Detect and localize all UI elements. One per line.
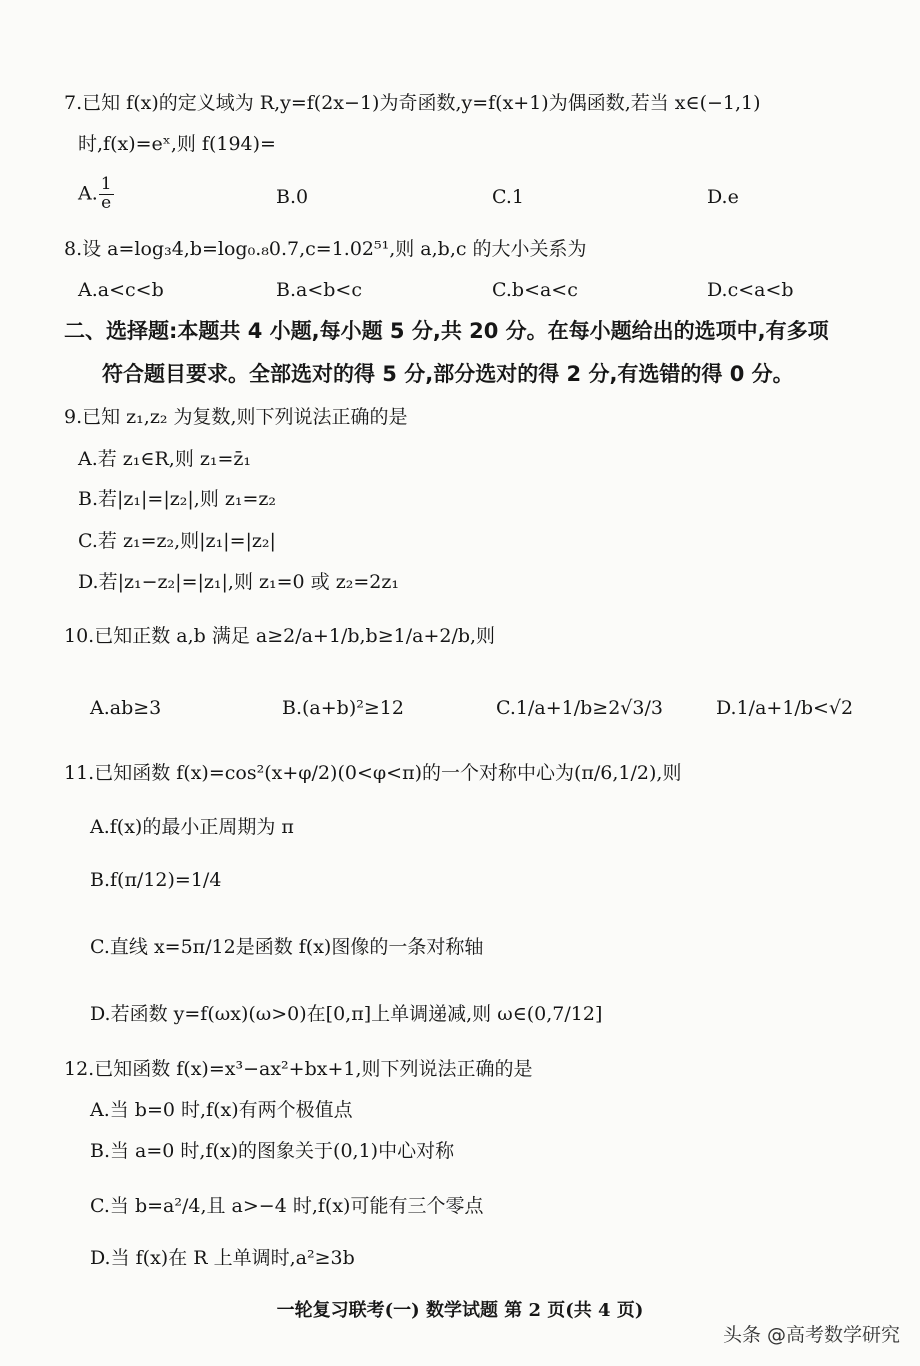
q7-option-b: B.0 <box>276 186 309 208</box>
section2-line2: 符合题目要求。全部选对的得 5 分,部分选对的得 2 分,有选错的得 0 分。 <box>102 362 794 386</box>
q7-option-d: D.e <box>707 186 739 208</box>
q7-option-c: C.1 <box>492 186 524 208</box>
q11-option-d: D.若函数 y=f(ωx)(ω>0)在[0,π]上单调递减,则 ω∈(0,7/12] <box>90 1003 603 1025</box>
q12-option-d: D.当 f(x)在 R 上单调时,a²≥3b <box>90 1247 355 1269</box>
q7-line1: 7.已知 f(x)的定义域为 R,y=f(2x−1)为奇函数,y=f(x+1)为偶函数,若当 x∈(−1,1) <box>64 92 761 114</box>
q11-option-b: B.f(π/12)=1/4 <box>90 869 222 891</box>
q10-option-b: B.(a+b)²≥12 <box>282 697 404 719</box>
q11-option-a: A.f(x)的最小正周期为 π <box>90 816 294 838</box>
q8-option-d: D.c<a<b <box>707 279 794 301</box>
q12-option-a: A.当 b=0 时,f(x)有两个极值点 <box>90 1099 353 1121</box>
q10-option-d: D.1/a+1/b<√2 <box>716 697 854 719</box>
watermark: 头条 @高考数学研究 <box>722 1324 900 1346</box>
q12-option-b: B.当 a=0 时,f(x)的图象关于(0,1)中心对称 <box>90 1140 455 1162</box>
q8-option-a: A.a<c<b <box>78 279 164 301</box>
q9-option-d: D.若|z₁−z₂|=|z₁|,则 z₁=0 或 z₂=2z₁ <box>78 571 399 593</box>
q7-line2: 时,f(x)=eˣ,则 f(194)= <box>78 133 276 155</box>
q10-option-c: C.1/a+1/b≥2√3/3 <box>496 697 663 719</box>
q7-option-a: A. $\frac{1}{e}$ <box>78 174 112 213</box>
q8-option-b: B.a<b<c <box>276 279 362 301</box>
q12-stem: 12.已知函数 f(x)=x³−ax²+bx+1,则下列说法正确的是 <box>64 1058 533 1080</box>
q12-option-c: C.当 b=a²/4,且 a>−4 时,f(x)可能有三个零点 <box>90 1195 484 1217</box>
q9-option-c: C.若 z₁=z₂,则|z₁|=|z₂| <box>78 530 276 552</box>
section2-line1: 二、选择题:本题共 4 小题,每小题 5 分,共 20 分。在每小题给出的选项中,有多项 <box>64 319 829 343</box>
q9-stem: 9.已知 z₁,z₂ 为复数,则下列说法正确的是 <box>64 406 408 428</box>
q9-option-b: B.若|z₁|=|z₂|,则 z₁=z₂ <box>78 488 277 510</box>
q9-option-a: A.若 z₁∈R,则 z₁=z̄₁ <box>78 448 252 470</box>
q8-stem: 8.设 a=log₃4,b=log₀.₈0.7,c=1.02⁵¹,则 a,b,c 的大小关系为 <box>64 238 587 260</box>
q10-option-a: A.ab≥3 <box>90 697 162 719</box>
page-footer: 一轮复习联考(一) 数学试题 第 2 页(共 4 页) <box>276 1300 644 1321</box>
q11-option-c: C.直线 x=5π/12是函数 f(x)图像的一条对称轴 <box>90 936 484 958</box>
q11-stem: 11.已知函数 f(x)=cos²(x+φ/2)(0<φ<π)的一个对称中心为(π/6,1/2),则 <box>64 762 682 784</box>
q10-stem: 10.已知正数 a,b 满足 a≥2/a+1/b,b≥1/a+2/b,则 <box>64 625 496 647</box>
q8-option-c: C.b<a<c <box>492 279 578 301</box>
